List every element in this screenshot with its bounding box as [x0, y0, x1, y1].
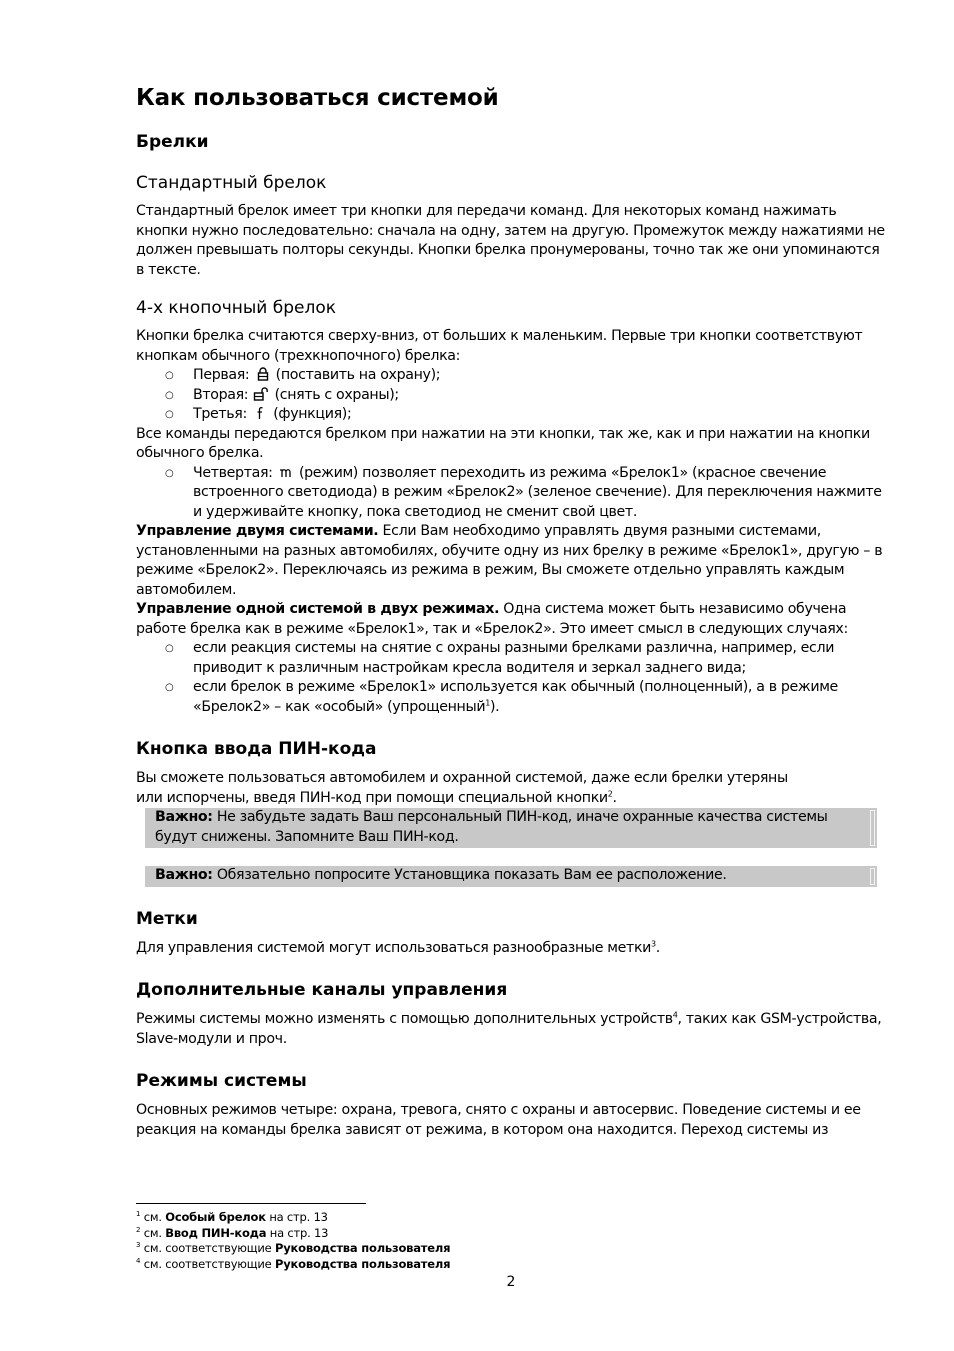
important-note-location: Важно: Обязательно попросите Установщика показать Вам ее расположение. — [145, 866, 877, 887]
lock-open-icon — [253, 387, 269, 401]
footnote-item: $^4$ см. соответствующие Руководства пользователя — [136, 1256, 451, 1271]
paragraph-extra-channels: Режимы системы можно изменять с помощью дополнительных устройств$^4$, таких как GSM-устройства, Slave-модули и проч. — [136, 1010, 882, 1047]
function-f-icon — [252, 406, 268, 420]
fourth-button-list — [136, 464, 888, 523]
mode-m-icon — [278, 465, 294, 479]
paragraph-modes: Основных режимов четыре: охрана, тревога, снято с охраны и автосервис. Поведение системы и ее реакция на команды брелка зависят от режима, в котором она находится. Переход системы из — [136, 1102, 861, 1138]
paragraph-one-system-two-modes: Управление одной системой в двух режимах. Одна система может быть независимо обучена работе брелка как в режиме «Брелок1», так и «Брелок2». Это имеет смысл в следующих случаях: — [136, 601, 848, 637]
section-heading-pin: Кнопка ввода ПИН-кода — [136, 739, 377, 759]
paragraph-standard-fob: Стандартный брелок имеет три кнопки для передачи команд. Для некоторых команд нажимать кнопки нужно последовательно: сначала на одну, затем на другую. Промежуток между нажатиями не должен превышать полторы секунды. Кнопки брелка пронумерованы, точно так же они упоминаются в тексте. — [136, 203, 885, 278]
section-heading-tags: Метки — [136, 908, 198, 929]
paragraph-two-systems: Управление двумя системами. Если Вам необходимо управлять двумя разными системами, установленными на разных автомобилях, обучите одну из них брелку в режиме «Брелок1», другую – в режиме «Брелок2». Переключаясь из режима в режим, Вы сможете отдельно управлять каждым автомобилем. — [136, 523, 883, 598]
section-heading-extra-channels: Дополнительные каналы управления — [136, 980, 508, 1000]
list-item-case-2: ○ если брелок в режиме «Брелок1» используется как обычный (полноценный), а в режиме «Брелок2» – как «особый» (упрощенный$^1$). — [136, 678, 888, 717]
page-content — [136, 82, 888, 1140]
footnote-item: $^1$ см. Особый брелок на стр. 13 — [136, 1210, 328, 1224]
page-title: Как пользоваться системой — [136, 85, 499, 111]
section-heading-brelki: Брелки — [136, 132, 209, 152]
paragraph-commands: Все команды передаются брелком при нажатии на эти кнопки, так же, как и при нажатии на кнопки обычного брелка. — [136, 425, 870, 461]
paragraph-tags: Для управления системой могут использоваться разнообразные метки$^3$. — [136, 938, 660, 956]
list-item-case-1: ○ если реакция системы на снятие с охраны разными брелками различна, например, если приводит к различным настройкам кресла водителя и зеркал заднего вида; — [136, 639, 888, 678]
paragraph-four-button-intro: Кнопки брелка считаются сверху-вниз, от больших к маленьким. Первые три кнопки соответствуют кнопкам обычного (трехкнопочного) брелка: — [136, 328, 863, 364]
footnote-divider — [136, 1203, 366, 1204]
footnote-ref-1[interactable]: 1 — [485, 697, 490, 707]
subheading-standard-fob: Стандартный брелок — [136, 173, 327, 193]
footnote-item: $^2$ см. Ввод ПИН-кода на стр. 13 — [136, 1225, 329, 1240]
list-item-first-button: ○ Первая: (поставить на охрану); — [136, 366, 888, 386]
section-heading-modes: Режимы системы — [136, 1071, 307, 1091]
cases-list — [136, 639, 888, 717]
important-note-pin: Важно: Не забудьте задать Ваш персональный ПИН-код, иначе охранные качества системы будут снижены. Запомните Ваш ПИН-код. — [145, 808, 877, 848]
footnote-item: $^3$ см. соответствующие Руководства пользователя — [136, 1241, 451, 1255]
list-item-second-button: ○ Вторая: (снять с охраны); — [136, 386, 888, 406]
footnote-ref-4[interactable]: 4 — [672, 1010, 678, 1020]
page-number: 2 — [506, 1274, 516, 1290]
footnote-ref-2[interactable]: 2 — [607, 788, 613, 798]
footnote-ref-3[interactable]: 3 — [651, 938, 656, 948]
list-item-third-button: ○ Третья: (функция); — [136, 405, 888, 425]
paragraph-pin: Вы сможете пользоваться автомобилем и охранной системой, даже если брелки утеряны или испорчены, введя ПИН-код при помощи специальной кнопки$^2$. — [136, 770, 788, 806]
list-item-fourth-button: ○ Четвертая: (режим) позволяет переходить из режима «Брелок1» (красное свечение встроенного светодиода) в режим «Брелок2» (зеленое свечение). Для переключения нажмите и удерживайте кнопку, пока светодиод не сменит свой цвет. — [136, 464, 888, 523]
subheading-four-button-fob: 4-х кнопочный брелок — [136, 298, 337, 318]
button-list — [136, 366, 888, 425]
lock-closed-icon — [255, 367, 271, 381]
footnotes — [136, 1203, 736, 1272]
